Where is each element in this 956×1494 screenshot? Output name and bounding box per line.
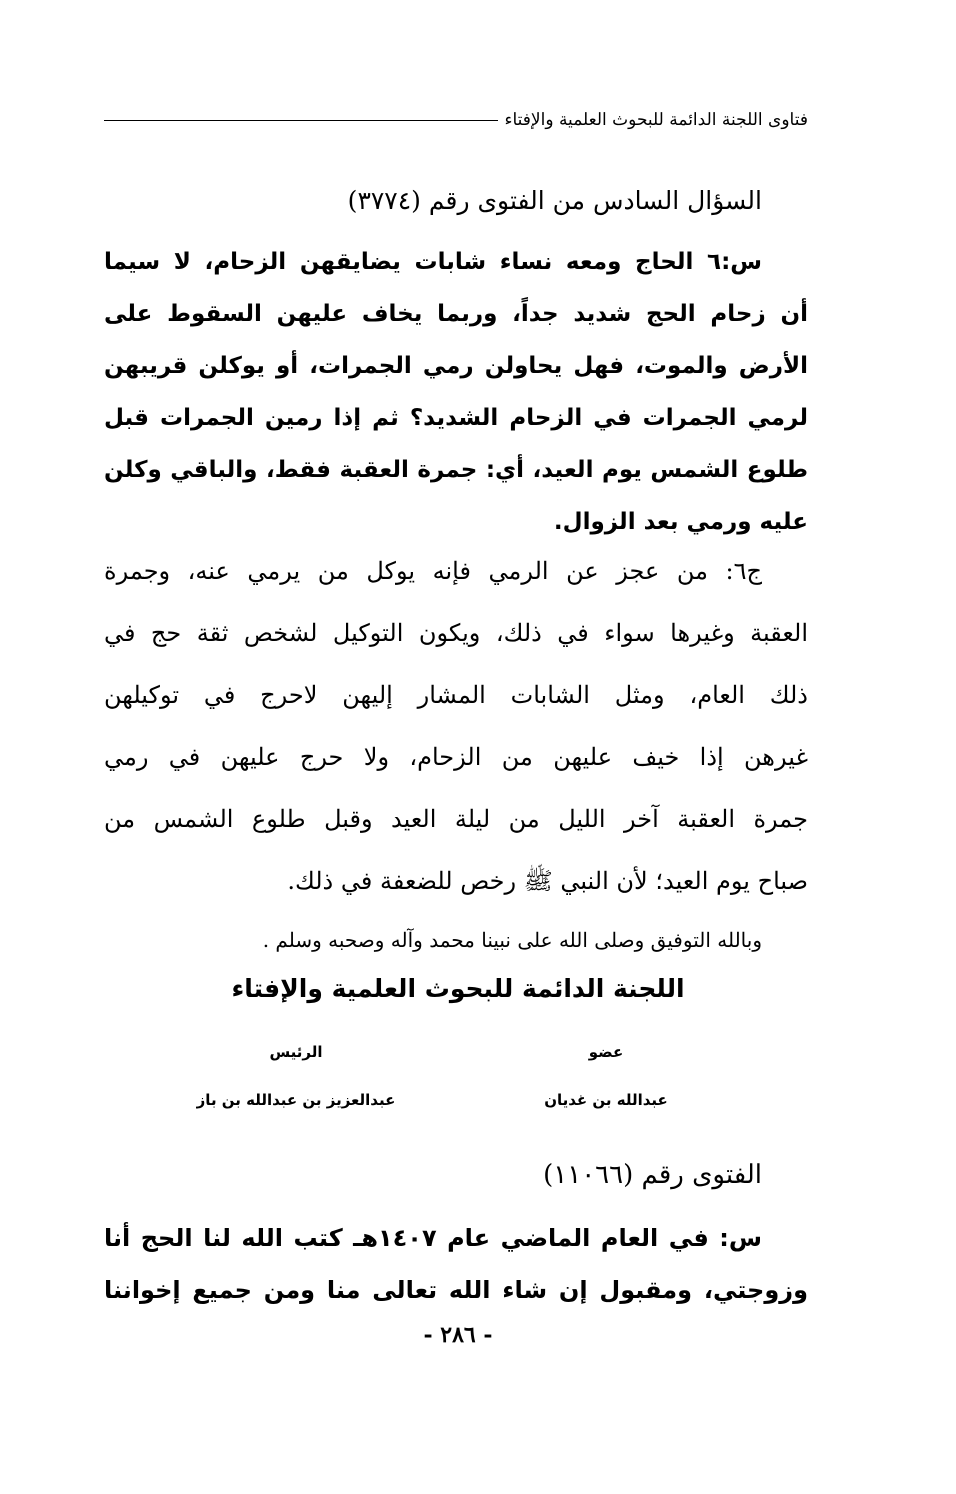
signatory-chair-name: عبدالعزيز بن عبدالله بن باز xyxy=(196,1091,396,1109)
closing-formula xyxy=(150,918,808,962)
header-rule xyxy=(104,120,498,121)
question-1-line: طلوع الشمس يوم العيد، أي: جمرة العقبة فقط، والباقي وكلن xyxy=(104,457,808,483)
answer-1 xyxy=(104,540,808,912)
signatory-member xyxy=(496,1028,716,1124)
question-1-line: أن زحام الحج شديد جداً، وربما يخاف عليهن السقوط على xyxy=(104,301,808,327)
fatwa-2-heading xyxy=(104,1152,808,1198)
question-1-line: س:٦ الحاج ومعه نساء شابات يضايقهن الزحام، لا سيما xyxy=(104,249,762,275)
signatory-member-name: عبدالله بن غديان xyxy=(544,1091,668,1109)
running-header-text: فتاوى اللجنة الدائمة للبحوث العلمية والإفتاء xyxy=(504,110,808,130)
answer-1-line: غيرهن إذا خيف عليهن من الزحام، ولا حرج عليهن في رمي xyxy=(104,743,808,771)
fatwa-2-heading-text: الفتوى رقم (١١٠٦٦) xyxy=(543,1160,762,1190)
question-1-line: لرمي الجمرات في الزحام الشديد؟ ثم إذا رمين الجمرات قبل xyxy=(104,405,808,431)
question-heading-text: السؤال السادس من الفتوى رقم (٣٧٧٤) xyxy=(347,186,762,215)
question-2 xyxy=(104,1212,808,1316)
running-header xyxy=(104,110,808,130)
signatory-chair-role: الرئيس xyxy=(269,1043,323,1061)
question-2-line: س: في العام الماضي عام ١٤٠٧هـ كتب الله لنا الحج أنا xyxy=(104,1224,762,1252)
question-1-line: عليه ورمي بعد الزوال. xyxy=(553,509,808,535)
question-1 xyxy=(104,236,808,548)
closing-formula-text: وبالله التوفيق وصلى الله على نبينا محمد وآله وصحبه وسلم . xyxy=(262,928,762,952)
signatory-chair xyxy=(166,1028,426,1124)
answer-1-line: العقبة وغيرها سواء في ذلك، ويكون التوكيل لشخص ثقة حج في xyxy=(104,619,808,647)
answer-1-line: جمرة العقبة آخر الليل من ليلة العيد وقبل طلوع الشمس من xyxy=(104,805,808,833)
signatory-member-role: عضو xyxy=(588,1043,624,1061)
page-number: - ٢٨٦ - xyxy=(423,1322,493,1348)
answer-1-line: ذلك العام، ومثل الشابات المشار إليهن لاحرج في توكيلهن xyxy=(104,681,808,709)
answer-1-line: ج٦: من عجز عن الرمي فإنه يوكل من يرمي عنه، وجمرة xyxy=(104,557,762,585)
question-2-line: وزوجتي، ومقبول إن شاء الله تعالى منا ومن جميع إخواننا xyxy=(104,1276,808,1304)
question-1-line: الأرض والموت، فهل يحاولن رمي الجمرات، أو يوكلن قريبهن xyxy=(104,353,808,379)
answer-1-line: صباح يوم العيد؛ لأن النبي ﷺ رخص للضعفة في ذلك. xyxy=(287,867,808,895)
question-heading xyxy=(104,178,808,224)
committee-name: اللجنة الدائمة للبحوث العلمية والإفتاء xyxy=(231,974,685,1003)
